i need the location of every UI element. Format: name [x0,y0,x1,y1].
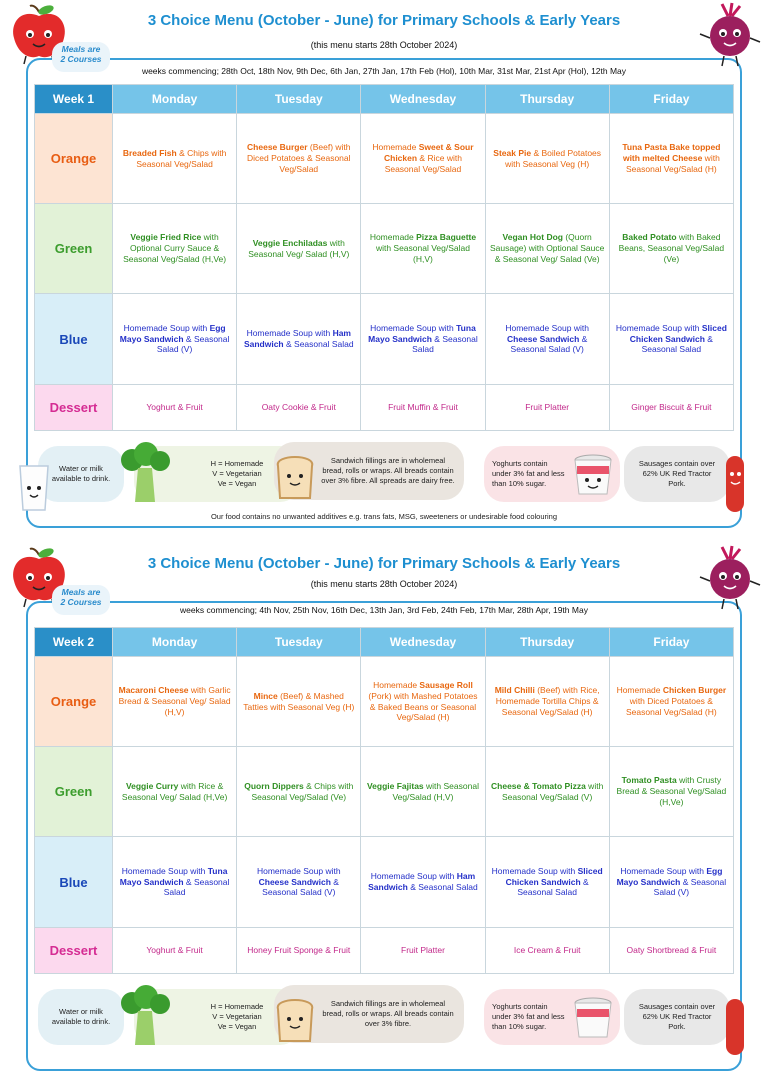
row-label-blue: Blue [35,837,113,928]
green-row [35,204,734,294]
meal-cell: Homemade Soup with Tuna Mayo Sandwich & Seasonal Salad [113,837,237,928]
sausage-icon [722,995,748,1059]
meal-cell: Mince (Beef) & Mashed Tatties with Seasonal Veg (H) [237,657,361,747]
meal-cell: Baked Potato with Baked Beans, Seasonal Veg/Salad (Ve) [609,204,733,294]
menu-table [34,627,734,974]
meal-cell: Homemade Soup with Cheese Sandwich & Seasonal Salad (V) [485,294,609,385]
meal-cell: Homemade Chicken Burger with Diced Potatoes & Seasonal Veg/Salad (H) [609,657,733,747]
yoghurt-pot-icon [570,993,616,1043]
meal-cell: Veggie Curry with Rice & Seasonal Veg/ Salad (H,Ve) [113,747,237,837]
meal-cell: Homemade Soup with Tuna Mayo Sandwich & Seasonal Salad [361,294,485,385]
meal-cell: Cheese Burger (Beef) with Diced Potatoes & Seasonal Veg/Salad [237,114,361,204]
page-title: 3 Choice Menu (October - June) for Primary Schools & Early Years [147,555,621,572]
day-tuesday: Tuesday [237,628,361,657]
header-row [35,85,734,114]
meal-cell: Mild Chilli (Beef) with Rice, Homemade Tortilla Chips & Seasonal Veg/Salad (H) [485,657,609,747]
broccoli-icon [118,442,172,506]
orange-row [35,114,734,204]
badge-line-2: 2 Courses [60,596,102,607]
yoghurt-pot-icon [570,450,616,500]
key-vegan: Ve = Vegan [217,479,257,489]
key-vegan: Ve = Vegan [217,1022,257,1032]
meal-cell: Homemade Soup with Ham Sandwich & Seasonal Salad [361,837,485,928]
info-strip [34,440,734,520]
day-monday: Monday [113,85,237,114]
meal-cell: Veggie Fajitas with Seasonal Veg/Salad (H,V) [361,747,485,837]
sausage-note: Sausages contain over 62% UK Red Tractor Pork. [624,989,730,1045]
key-vegetarian: V = Vegetarian [212,1011,262,1021]
badge-line-1: Meals are [61,587,101,597]
dessert-cell: Honey Fruit Sponge & Fruit [237,928,361,974]
yoghurt-note: Yoghurts contain under 3% fat and less than 10% sugar. [484,446,620,502]
row-label-orange: Orange [35,114,113,204]
meal-cell: Homemade Soup with Egg Mayo Sandwich & Seasonal Salad (V) [609,837,733,928]
meal-cell: Vegan Hot Dog (Quorn Sausage) with Optional Sauce & Seasonal Veg/ Salad (Ve) [485,204,609,294]
day-tuesday: Tuesday [237,85,361,114]
key-vegetarian: V = Vegetarian [212,468,262,478]
key-homemade: H = Homemade [210,458,264,468]
meal-cell: Breaded Fish & Chips with Seasonal Veg/Salad [113,114,237,204]
meal-cell: Veggie Enchiladas with Seasonal Veg/ Salad (H,V) [237,204,361,294]
bread-slice-icon [272,452,318,502]
dessert-row [35,928,734,974]
orange-row [35,657,734,747]
dessert-cell: Yoghurt & Fruit [113,385,237,431]
row-label-blue: Blue [35,294,113,385]
meal-cell: Veggie Fried Rice with Optional Curry Sauce & Seasonal Veg/Salad (H,Ve) [113,204,237,294]
meal-cell: Homemade Soup with Sliced Chicken Sandwich & Seasonal Salad [609,294,733,385]
milk-glass-icon [14,462,54,512]
blue-row [35,837,734,928]
key-homemade: H = Homemade [210,1001,264,1011]
dessert-cell: Yoghurt & Fruit [113,928,237,974]
menu-start-note: (this menu starts 28th October 2024) [310,40,458,50]
meal-cell: Homemade Pizza Baguette with Seasonal Veg/Salad (H,V) [361,204,485,294]
info-strip [34,983,734,1063]
row-label-green: Green [35,204,113,294]
badge-line-1: Meals are [61,44,101,54]
broccoli-icon [118,985,172,1049]
badge-line-2: 2 Courses [60,53,102,64]
dessert-row [35,385,734,431]
week-label: Week 2 [35,628,113,657]
day-friday: Friday [609,628,733,657]
row-label-green: Green [35,747,113,837]
weeks-commencing: weeks commencing; 28th Oct, 18th Nov, 9th Dec, 6th Jan, 27th Jan, 17th Feb (Hol), 10th Mar, 31st Mar, 21st Apr (Hol), 12th May [141,66,627,76]
meal-cell: Homemade Soup with Egg Mayo Sandwich & Seasonal Salad (V) [113,294,237,385]
row-label-orange: Orange [35,657,113,747]
meal-cell: Homemade Soup with Cheese Sandwich & Seasonal Salad (V) [237,837,361,928]
meal-cell: Quorn Dippers & Chips with Seasonal Veg/Salad (Ve) [237,747,361,837]
meal-cell: Homemade Sweet & Sour Chicken & Rice with Seasonal Veg/Salad [361,114,485,204]
meal-cell: Tuna Pasta Bake topped with melted Cheese with Seasonal Veg/Salad (H) [609,114,733,204]
page-title: 3 Choice Menu (October - June) for Primary Schools & Early Years [147,12,621,29]
menu-table [34,84,734,431]
header-row [35,628,734,657]
day-monday: Monday [113,628,237,657]
green-row [35,747,734,837]
menu-start-note: (this menu starts 28th October 2024) [310,579,458,589]
meal-cell: Cheese & Tomato Pizza with Seasonal Veg/Salad (V) [485,747,609,837]
week-label: Week 1 [35,85,113,114]
meal-cell: Tomato Pasta with Crusty Bread & Seasonal Veg/Salad (H,Ve) [609,747,733,837]
dessert-cell: Fruit Platter [485,385,609,431]
dessert-cell: Fruit Platter [361,928,485,974]
yoghurt-note: Yoghurts contain under 3% fat and less than 10% sugar. [484,989,620,1045]
day-wednesday: Wednesday [361,628,485,657]
meal-cell: Steak Pie & Boiled Potatoes with Seasonal Veg (H) [485,114,609,204]
day-friday: Friday [609,85,733,114]
sausage-icon [722,452,748,516]
weeks-commencing: weeks commencing; 4th Nov, 25th Nov, 16th Dec, 13th Jan, 3rd Feb, 24th Feb, 17th Mar, 28th Apr, 19th May [180,605,588,615]
day-wednesday: Wednesday [361,85,485,114]
blue-row [35,294,734,385]
water-note: Water or milk available to drink. [38,989,124,1045]
meal-cell: Homemade Soup with Sliced Chicken Sandwich & Seasonal Salad [485,837,609,928]
sandwich-note: Sandwich fillings are in wholemeal bread, rolls or wraps. All breads contain over 3% fibre. [274,985,464,1043]
meal-cell: Homemade Sausage Roll (Pork) with Mashed Potatoes & Baked Beans or Seasonal Veg/Salad (H) [361,657,485,747]
row-label-dessert: Dessert [35,385,113,431]
water-note: Water or milk available to drink. [38,446,124,502]
dessert-cell: Fruit Muffin & Fruit [361,385,485,431]
meal-cell: Macaroni Cheese with Garlic Bread & Seasonal Veg/ Salad (H,V) [113,657,237,747]
dessert-cell: Ginger Biscuit & Fruit [609,385,733,431]
sausage-note: Sausages contain over 62% UK Red Tractor Pork. [624,446,730,502]
dessert-cell: Oaty Shortbread & Fruit [609,928,733,974]
dessert-cell: Oaty Cookie & Fruit [237,385,361,431]
day-thursday: Thursday [485,85,609,114]
additives-footer: Our food contains no unwanted additives e.g. trans fats, MSG, sweeteners or undesirable food colouring [210,512,558,521]
day-thursday: Thursday [485,628,609,657]
dessert-cell: Ice Cream & Fruit [485,928,609,974]
row-label-dessert: Dessert [35,928,113,974]
meal-cell: Homemade Soup with Ham Sandwich & Seasonal Salad [237,294,361,385]
sandwich-note: Sandwich fillings are in wholemeal bread, rolls or wraps. All breads contain over 3% fibre. All spreads are dairy free. [274,442,464,500]
bread-slice-icon [272,995,318,1045]
